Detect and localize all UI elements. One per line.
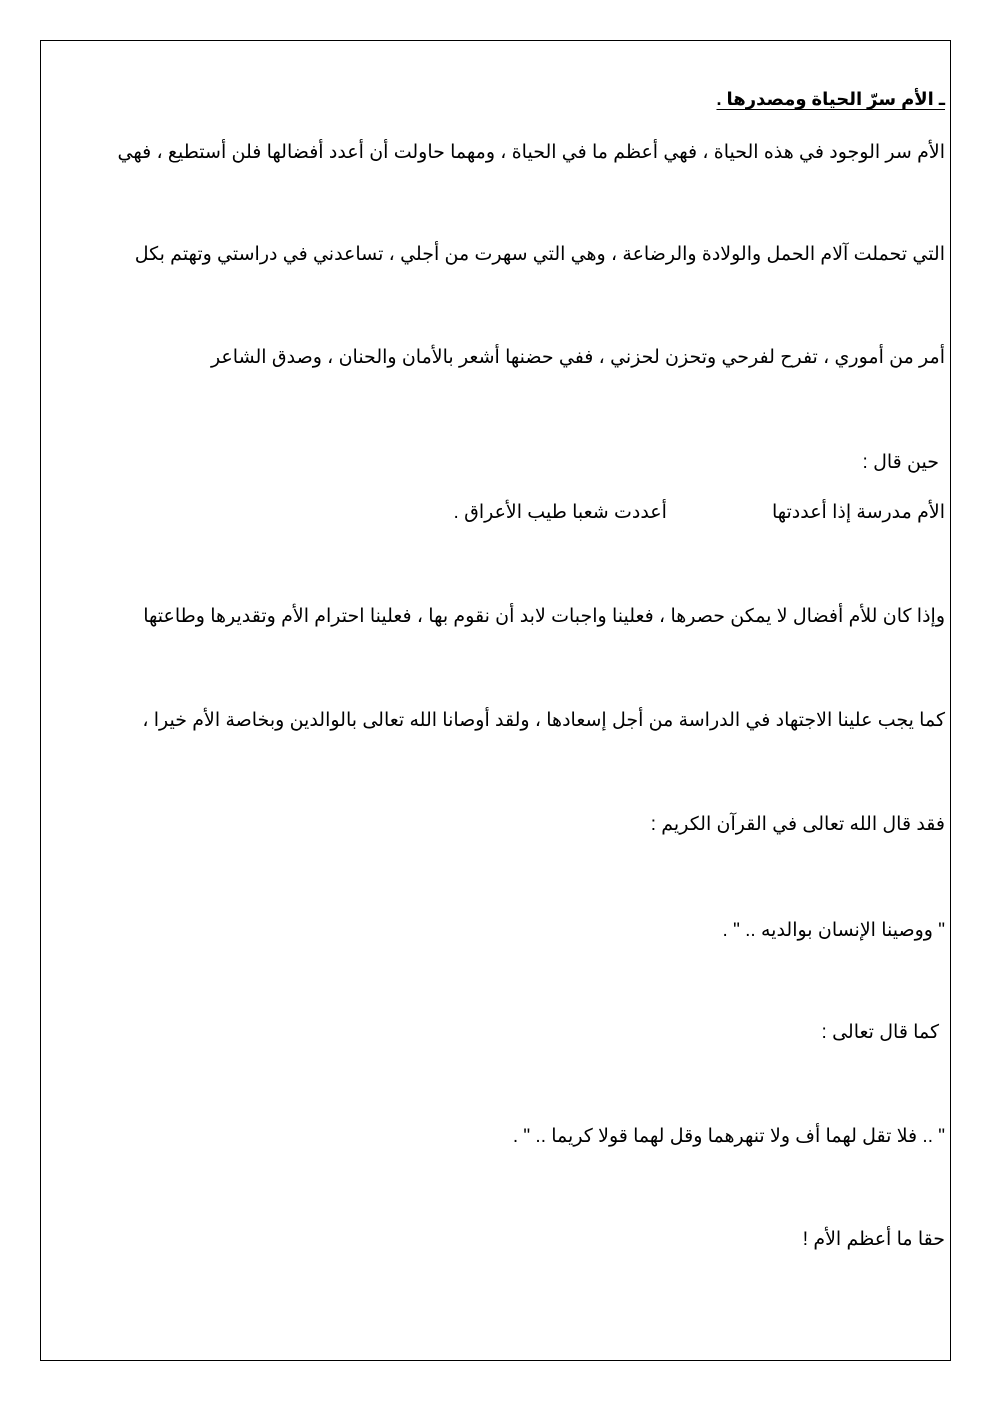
paragraph2-line-5: كما قال تعالى : — [821, 1022, 939, 1043]
paragraph1-line-2: التي تحملت آلام الحمل والولادة والرضاعة ، وهي التي سهرت من أجلي ، تساعدني في دراستي وتهتم بكل — [134, 244, 945, 265]
paragraph2-line-2: كما يجب علينا الاجتهاد في الدراسة من أجل إسعادها ، ولقد أوصانا الله تعالى بالوالدين وبخاصة الأم خيرا ، — [142, 710, 945, 731]
paragraph1-line-3: أمر من أموري ، تفرح لفرحي وتحزن لحزني ، ففي حضنها أشعر بالأمان والحنان ، وصدق الشاعر — [210, 347, 945, 368]
paragraph1-line-4: حين قال : — [862, 452, 939, 473]
poem-hemistich-2: أعددت شعبا طيب الأعراق . — [453, 502, 667, 523]
quran-quote-2: " .. فلا تقل لهما أف ولا تنهرهما وقل لهما قولا كريما .. " . — [512, 1126, 945, 1147]
paragraph2-line-3: فقد قال الله تعالى في القرآن الكريم : — [650, 814, 945, 835]
closing-line: حقا ما أعظم الأم ! — [802, 1229, 945, 1250]
document-title: ـ الأم سرّ الحياة ومصدرها . — [716, 89, 945, 109]
paragraph2-line-1: وإذا كان للأم أفضال لا يمكن حصرها ، فعلينا واجبات لابد أن نقوم بها ، فعلينا احترام الأم وتقديرها وطاعتها — [143, 606, 945, 627]
paragraph1-line-1: الأم سر الوجود في هذه الحياة ، فهي أعظم ما في الحياة ، ومهما حاولت أن أعدد أفضالها فلن أستطيع ، فهي — [117, 142, 945, 163]
poem-hemistich-1: الأم مدرسة إذا أعددتها — [771, 502, 945, 523]
poem-verse — [454, 500, 945, 526]
page-border — [40, 40, 951, 1361]
quran-quote-1: " ووصينا الإنسان بوالديه .. " . — [722, 920, 945, 941]
